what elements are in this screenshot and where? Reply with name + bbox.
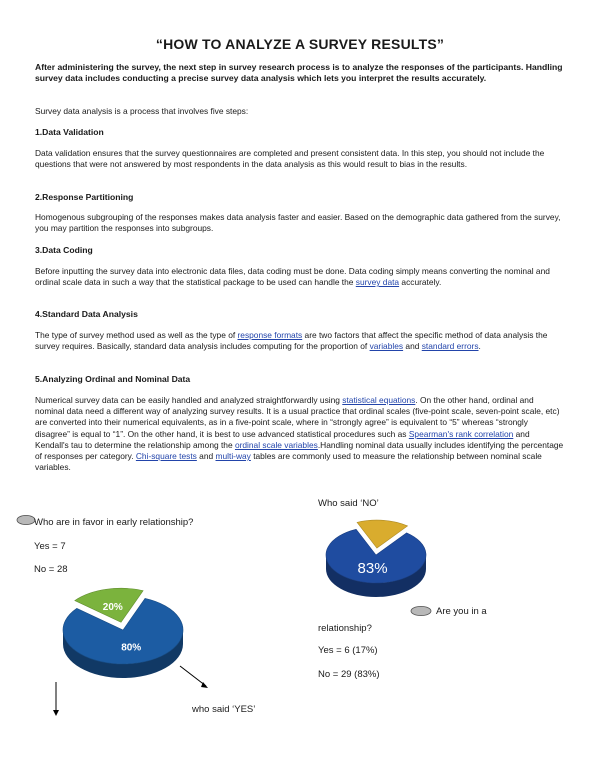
link-survey-data[interactable]: survey data: [355, 277, 400, 288]
left-bottom-label: who said ‘YES’: [192, 704, 256, 715]
link-response-formats[interactable]: response formats: [237, 330, 303, 340]
right-no-count: No = 29 (83%): [318, 669, 380, 680]
text-run: .: [478, 341, 481, 352]
text-run: and: [196, 451, 216, 462]
bullet-oval-icon: [410, 605, 434, 617]
yes-slice-label: 20%: [102, 601, 123, 613]
text-run: .Handling nominal data usually includes identifying the percentage of responses per category.: [35, 439, 564, 462]
heading-response-partitioning: 2.Response Partitioning: [35, 192, 134, 202]
link-chi-square-tests[interactable]: Chi-square tests: [135, 451, 197, 462]
text-run: and Kendall's tau to determine the relationship among the: [35, 428, 530, 450]
text-run: and: [403, 341, 422, 352]
right-yes-count: Yes = 6 (17%): [318, 645, 378, 656]
paragraph-data-coding: [35, 266, 565, 288]
link-standard-errors[interactable]: standard errors: [421, 341, 479, 352]
heading-standard-analysis: 4.Standard Data Analysis: [35, 309, 138, 319]
paragraph-ordinal-nominal: [35, 395, 565, 473]
paragraph-standard-analysis: [35, 330, 565, 352]
paragraph-data-validation: Data validation ensures that the survey questionnaires are completed and present consistent data. In this step, you should not include the questions that were not answered by most respondents in the data analysis as this would result to bias in the results.: [35, 148, 545, 170]
text-run: . On the other hand, ordinal and nominal data need a different way of analyzing survey results. It is a usual practice that ordinal scales (five-point scale, seven-point scale, etc) are converted into their numerical equivalents, as in a five-point scale, where in “strongly agree” is equivalent to “5” whereas “strongly disagree” is equal to “1”. On the other hand, it is best to use advanced statistical procedures such as: [35, 395, 560, 439]
left-yes-count: Yes = 7: [34, 541, 66, 552]
link-multi-way[interactable]: multi-way: [215, 451, 251, 462]
left-question: Who are in favor in early relationship?: [34, 517, 194, 528]
text-run: tables are commonly used to measure the relationship between nominal scale variables.: [35, 451, 542, 473]
heading-ordinal-nominal: 5.Analyzing Ordinal and Nominal Data: [35, 374, 191, 384]
link-variables[interactable]: variables: [369, 341, 404, 352]
no-slice-label: 80%: [121, 642, 142, 654]
left-no-count: No = 28: [34, 564, 68, 575]
link-statistical-equations[interactable]: statistical equations: [342, 395, 416, 405]
text-run: Numerical survey data can be easily handled and analyzed straightforwardly using: [35, 395, 343, 405]
right-question-part1: Are you in a: [436, 606, 487, 617]
intro-paragraph: After administering the survey, the next step in survey research process is to analyze the responses of the participants. Handling survey data includes conducting a precise survey data analysis which lets you interpret the results accurately.: [35, 62, 563, 84]
heading-data-validation: 1.Data Validation: [35, 127, 104, 137]
process-line: Survey data analysis is a process that involves five steps:: [35, 106, 249, 116]
document-title: “HOW TO ANALYZE A SURVEY RESULTS”: [155, 36, 445, 52]
paragraph-response-partitioning: Homogenous subgrouping of the responses makes data analysis faster and easier. Based on the demographic data gathered from the survey, you may partition the responses into subgroups.: [35, 212, 561, 234]
text-run: The type of survey method used as well as the type of: [35, 330, 238, 340]
text-run: accurately.: [399, 277, 442, 288]
link-spearmans-rank-correlation[interactable]: Spearman's rank correlation: [408, 428, 514, 439]
pie-chart-right: [310, 515, 470, 615]
heading-data-coding: 3.Data Coding: [35, 245, 93, 255]
link-ordinal-scale-variables[interactable]: ordinal scale variables: [234, 439, 318, 450]
right-question-part2: relationship?: [318, 623, 372, 634]
text-run: are two factors that affect the specific method of data analysis the survey requires. Basically, standard data analysis includes computing for the proportion of: [35, 330, 548, 352]
right-title: Who said ‘NO’: [318, 498, 379, 509]
no-slice-label: 83%: [357, 559, 388, 577]
text-run: Before inputting the survey data into electronic data files, data coding must be done. Data coding simply means converting the nominal and ordinal scale data in such a way that the statistical package to be used can handle the: [35, 266, 550, 288]
